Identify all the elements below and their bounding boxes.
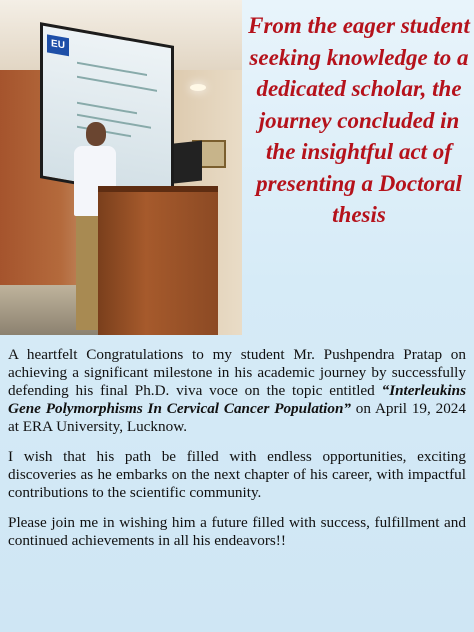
paragraph1-text-after: on April 19, 2024 at ERA University, Lucknow. — [8, 400, 466, 435]
headline: From the eager student seeking knowledge to a dedicated scholar, the journey concluded in the insightful act of presenting a Doctoral thesis — [248, 13, 470, 227]
podium-monitor — [174, 141, 202, 184]
message-body — [8, 346, 466, 562]
podium — [98, 186, 218, 335]
paragraph1-text-before: A heartfelt Congratulations to my student Mr. Pushpendra Pratap on achieving a significant milestone in his academic journey by successfully defending his final Ph.D. viva voce on the topic entitled — [8, 346, 466, 399]
paragraph-wishes: I wish that his path be filled with endless opportunities, exciting discoveries as he embarks on the next chapter of his career, with impactful contributions to the scientific community. — [8, 448, 466, 501]
paragraph-closing: Please join me in wishing him a future filled with success, fulfillment and continued achievements in all his endeavors!! — [8, 514, 466, 549]
event-photo — [0, 0, 242, 335]
screen-logo: EU — [47, 34, 69, 56]
ceiling-light — [190, 84, 206, 91]
presenter-head — [86, 122, 106, 146]
thesis-topic: “Interleukins Gene Polymorphisms In Cervical Cancer Population” — [8, 382, 466, 417]
paragraph-congratulations — [8, 346, 466, 436]
